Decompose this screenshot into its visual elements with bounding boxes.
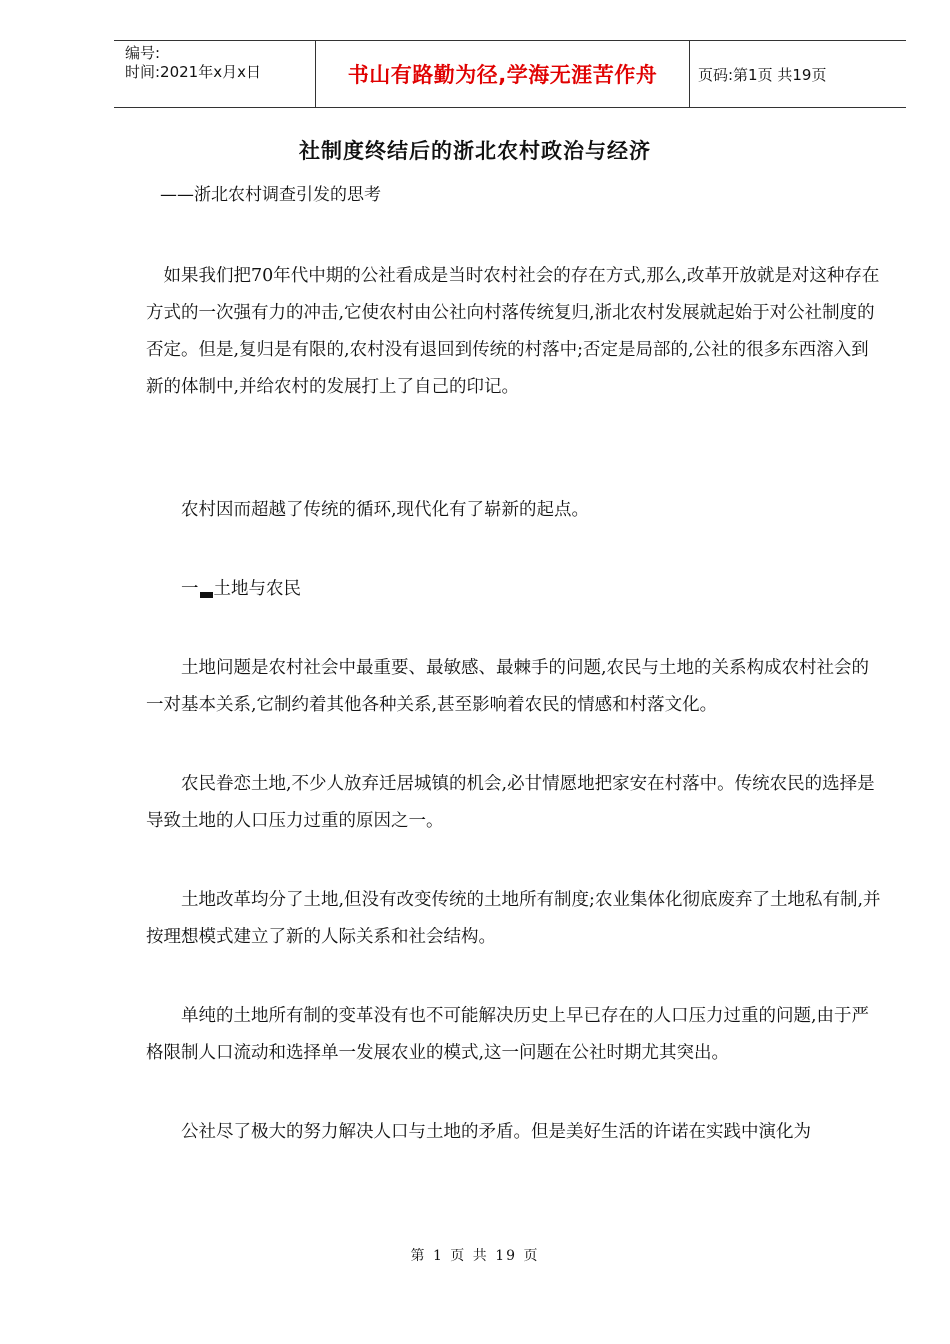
heading-dash-mark [200,592,213,598]
paragraph: 如果我们把70年代中期的公社看成是当时农村社会的存在方式,那么,改革开放就是对这种存在方式的一次强有力的冲击,它使农村由公社向村落传统复归,浙北农村发展就起始于对公社制度的否定。但是,复归是有限的,农村没有退回到传统的村落中;否定是局部的,公社的很多东西溶入到新的体制中,并给农村的发展打上了自己的印记。 [146,266,880,397]
header-motto: 书山有路勤为径,学海无涯苦作舟 [316,41,690,107]
page-footer: 第 1 页 共 19 页 [410,1248,540,1264]
document-title: 社制度终结后的浙北农村政治与经济 [299,138,651,163]
header-page-info: 页码:第1页 共19页 [698,65,827,84]
paragraph: 公社尽了极大的努力解决人口与土地的矛盾。但是美好生活的许诺在实践中演化为 [181,1122,811,1142]
page-header [114,40,906,108]
section-heading-prefix: 一 [181,579,199,599]
section-heading-text: 土地与农民 [213,579,301,599]
paragraph: 单纯的土地所有制的变革没有也不可能解决历史上早已存在的人口压力过重的问题,由于严格限制人口流动和选择单一发展农业的模式,这一问题在公社时期尤其突出。 [146,1006,870,1063]
header-meta [114,41,316,107]
paragraph: 农民眷恋土地,不少人放弃迁居城镇的机会,必甘情愿地把家安在村落中。传统农民的选择是导致土地的人口压力过重的原因之一。 [146,774,875,831]
paragraph: 土地改革均分了土地,但没有改变传统的土地所有制度;农业集体化彻底废弃了土地私有制,并按理想模式建立了新的人际关系和社会结构。 [146,890,881,947]
document-time-label: 时间:2021年x月x日 [125,63,261,81]
paragraph: 土地问题是农村社会中最重要、最敏感、最棘手的问题,农民与土地的关系构成农村社会的一对基本关系,它制约着其他各种关系,甚至影响着农民的情感和村落文化。 [146,658,870,715]
document-subtitle: ——浙北农村调查引发的思考 [160,185,381,205]
document-body [146,258,881,1151]
document-number-label: 编号: [125,44,161,62]
paragraph: 农村因而超越了传统的循环,现代化有了崭新的起点。 [181,500,590,520]
section-heading [146,571,881,608]
